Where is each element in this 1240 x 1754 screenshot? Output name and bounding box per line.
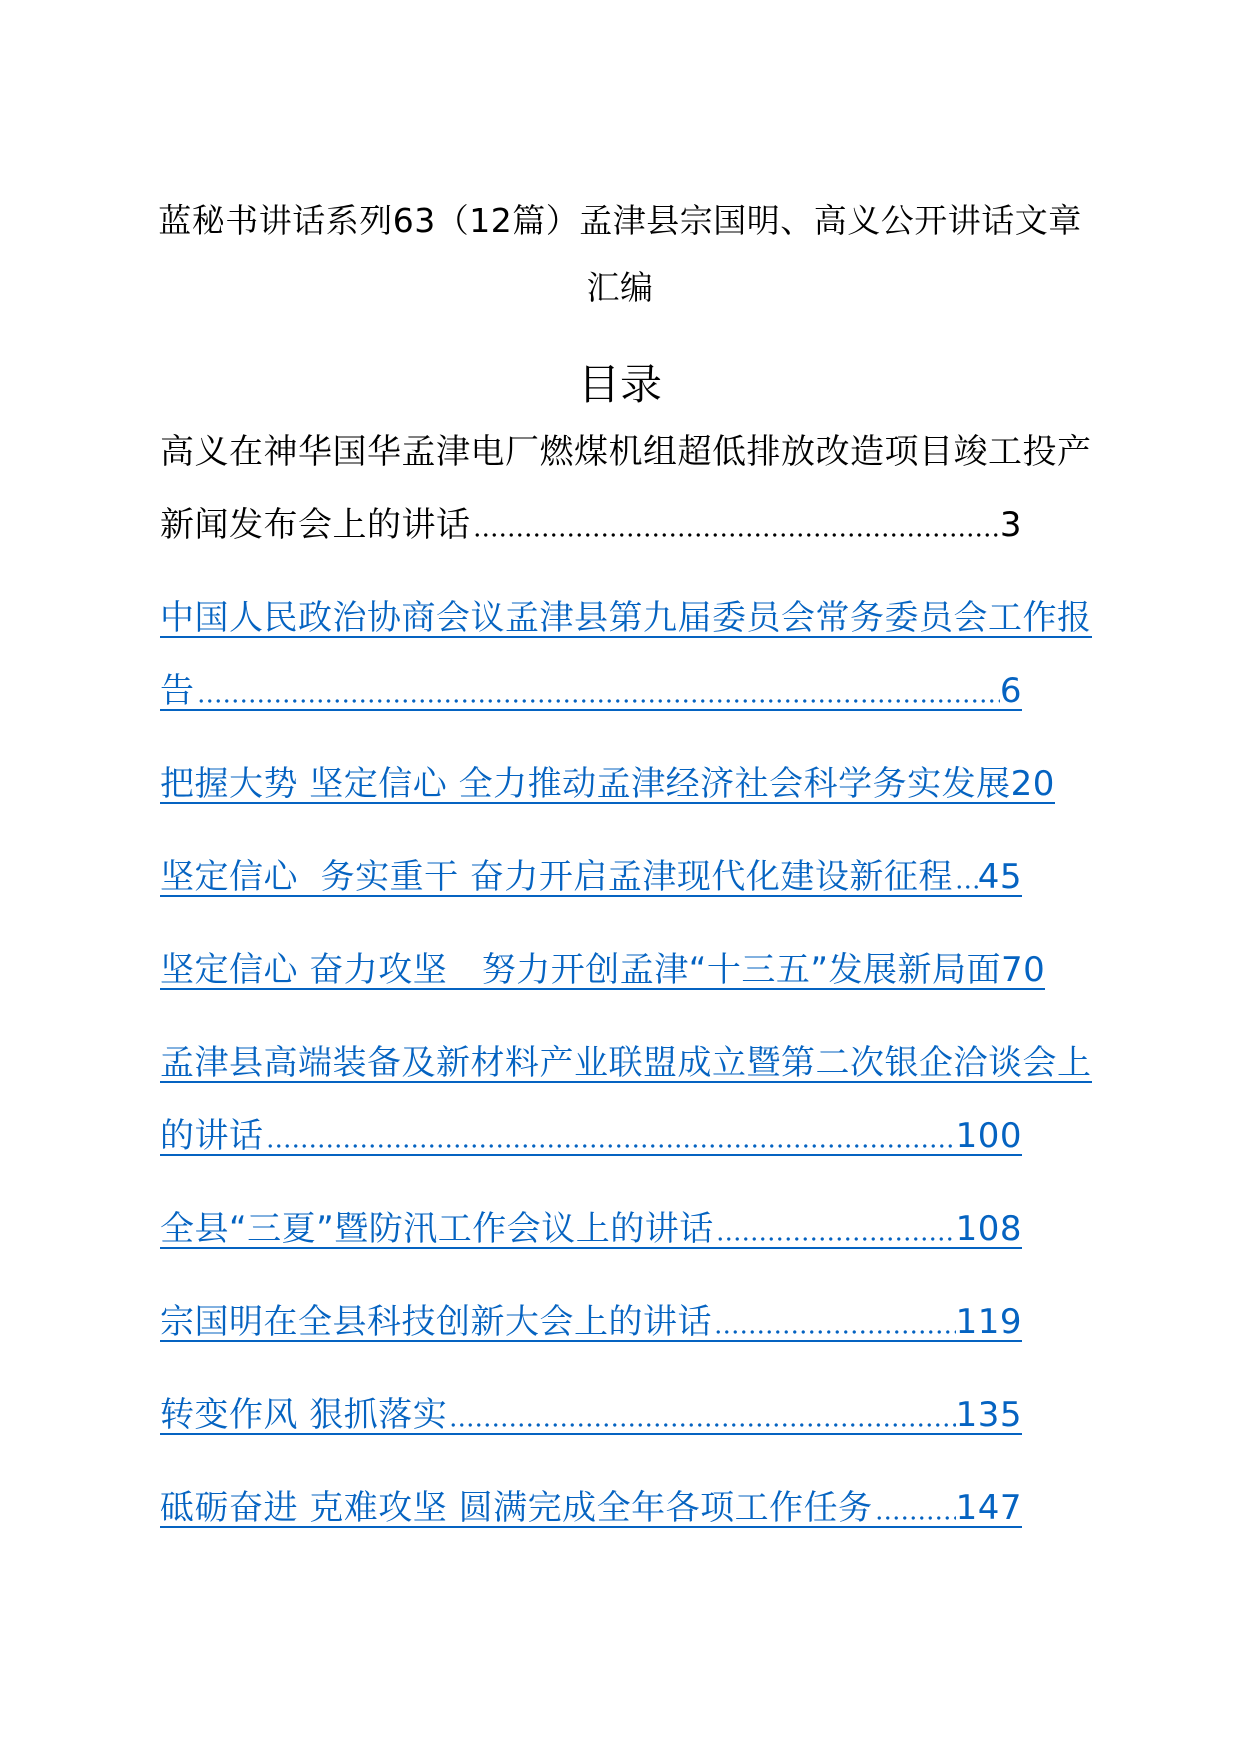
toc-entry-7[interactable] xyxy=(160,1192,1160,1265)
toc-leader-dots[interactable] xyxy=(953,857,978,895)
document-title xyxy=(0,187,1240,321)
toc-entry-10[interactable] xyxy=(160,1471,1160,1544)
toc-entry-6[interactable] xyxy=(160,1026,1160,1172)
document-title-line: 汇编 xyxy=(586,268,654,307)
toc-page-number[interactable]: 108 xyxy=(955,1208,1022,1249)
toc-entry-title-line[interactable]: 告 xyxy=(160,670,195,711)
toc-leader-dots[interactable] xyxy=(195,671,1000,709)
toc-entry-title-line: 高义在神华国华孟津电厂燃煤机组超低排放改造项目竣工投产 xyxy=(160,431,1092,472)
toc-page-number[interactable]: 70 xyxy=(1001,949,1046,990)
toc-leader-dots xyxy=(471,505,1000,545)
toc-leader-dots[interactable] xyxy=(264,1116,956,1154)
toc-page-number[interactable]: 135 xyxy=(955,1394,1022,1435)
toc-page-number: 3 xyxy=(999,504,1022,545)
toc-page-number[interactable]: 45 xyxy=(977,856,1022,897)
toc-leader-dots[interactable] xyxy=(712,1302,956,1340)
toc-entry-title-line[interactable]: 坚定信心 奋力攻坚 努力开创孟津“十三五”发展新局面 xyxy=(160,949,1002,990)
toc-entry-title-line[interactable]: 全县“三夏”暨防汛工作会议上的讲话 xyxy=(160,1208,714,1249)
toc-entry-5[interactable] xyxy=(160,933,1160,1006)
toc-leader-dots[interactable] xyxy=(714,1209,956,1247)
toc-page-number[interactable]: 100 xyxy=(955,1115,1022,1156)
toc-leader-dots[interactable] xyxy=(873,1488,956,1526)
toc-page-number[interactable]: 20 xyxy=(1010,763,1055,804)
toc-page-number[interactable]: 147 xyxy=(955,1487,1022,1528)
toc-entry-title-line[interactable]: 的讲话 xyxy=(160,1115,264,1156)
document-title-line: 蓝秘书讲话系列63（12篇）孟津县宗国明、高义公开讲话文章 xyxy=(158,201,1082,240)
toc-leader-dots[interactable] xyxy=(447,1395,955,1433)
toc-entry-2[interactable] xyxy=(160,581,1160,727)
toc-entry-title-line[interactable]: 把握大势 坚定信心 全力推动孟津经济社会科学务实发展 xyxy=(160,763,1011,804)
toc-page-number[interactable]: 119 xyxy=(955,1301,1022,1342)
toc-entry-3[interactable] xyxy=(160,747,1160,820)
toc-page-number[interactable]: 6 xyxy=(999,670,1022,711)
toc-heading: 目录 xyxy=(577,360,662,409)
toc-entry-title-line[interactable]: 宗国明在全县科技创新大会上的讲话 xyxy=(160,1301,712,1342)
table-of-contents xyxy=(160,415,1160,1564)
toc-entry-title-line[interactable]: 孟津县高端装备及新材料产业联盟成立暨第二次银企洽谈会上 xyxy=(160,1042,1092,1083)
toc-entry-title-line[interactable]: 砥砺奋进 克难攻坚 圆满完成全年各项工作任务 xyxy=(160,1487,873,1528)
toc-entry-9[interactable] xyxy=(160,1378,1160,1451)
toc-entry-1 xyxy=(160,415,1160,561)
toc-entry-title-line: 新闻发布会上的讲话 xyxy=(160,504,471,545)
toc-entry-8[interactable] xyxy=(160,1285,1160,1358)
toc-entry-title-line[interactable]: 中国人民政治协商会议孟津县第九届委员会常务委员会工作报 xyxy=(160,597,1092,638)
toc-entry-4[interactable] xyxy=(160,840,1160,913)
toc-entry-title-line[interactable]: 转变作风 狠抓落实 xyxy=(160,1394,448,1435)
toc-entry-title-line[interactable]: 坚定信心 务实重干 奋力开启孟津现代化建设新征程 xyxy=(160,856,953,897)
